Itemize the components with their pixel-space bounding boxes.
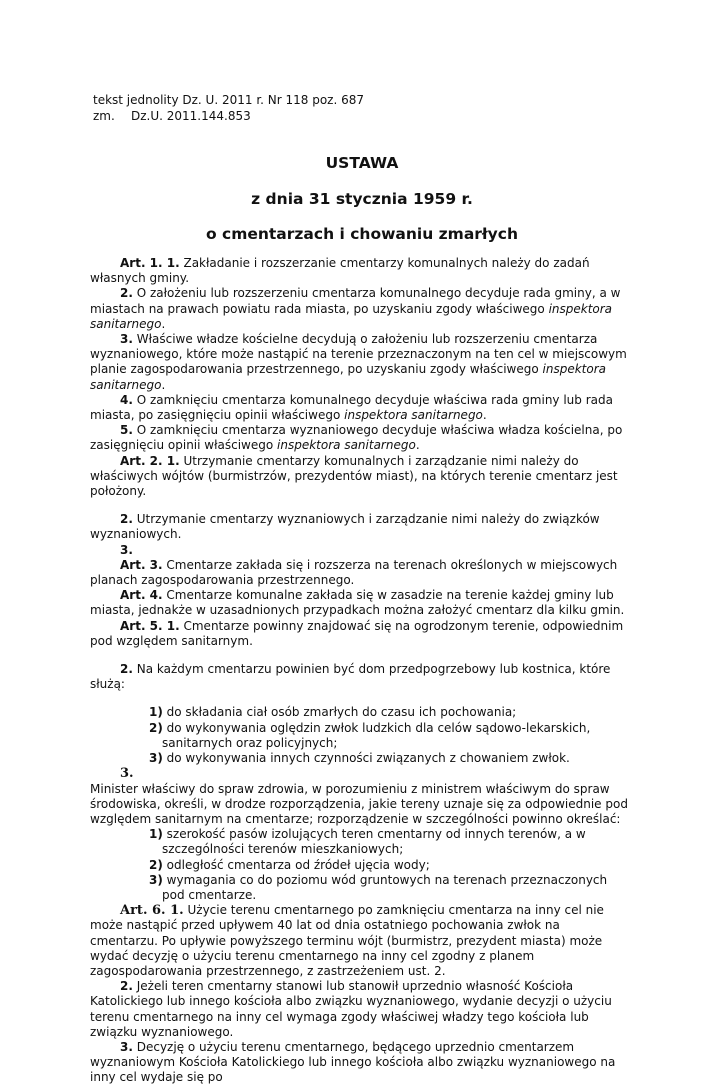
article-number: Art. 2. 1. (120, 453, 180, 468)
paragraph-number: 5. (120, 423, 133, 438)
paragraph-number: 3. (120, 542, 133, 557)
amendment-value: Dz.U. 2011.144.853 (131, 109, 251, 123)
art6-para2: 2. Jeżeli teren cmentarny stanowi lub stanowił uprzednio własność Kościoła Katolickiego lub innego kościoła albo związku wyznaniowego, wydanie decyzji o użyciu terenu cmentarnego na inny cel wymaga zgody właściwej władzy tego kościoła lub związku wyznaniowego. (90, 979, 612, 1039)
art5-para3-number: 3. (120, 766, 134, 782)
paragraph-number: 2. (120, 662, 133, 677)
art5-para3: Minister właściwy do spraw zdrowia, w porozumieniu z ministrem właściwym do spraw środowiska, określi, w drodze rozporządzenia, jakie tereny uznaje się za odpowiednie pod względem sanitarnym na cmentarze; rozporządzenie w szczególności powinno określać: (90, 781, 628, 826)
art1-para5: 5. O zamknięciu cmentarza wyznaniowego decyduje właściwa władza kościelna, po zasięgnięciu opinii właściwego inspektora sanitarnego. (90, 423, 623, 453)
art5-para3-item: 1) szerokość pasów izolujących teren cmentarny od innych terenów, a w szczególności terenów mieszkaniowych; (149, 827, 586, 857)
paragraph-number: 4. (120, 392, 133, 407)
art1-para1: Art. 1. 1. Zakładanie i rozszerzanie cmentarzy komunalnych należy do zadań własnych gminy. (90, 256, 590, 286)
paragraph-number: 2. (120, 286, 133, 301)
amendment-reference (93, 108, 364, 124)
art5-list-item: 3) do wykonywania innych czynności związanych z chowaniem zwłok. (149, 751, 570, 766)
art4-para: Art. 4. Cmentarze komunalne zakłada się w zasadzie na terenie każdej gminy lub miasta, jednakże w uzasadnionych przypadkach można założyć cmentarz dla kilku gmin. (90, 588, 625, 618)
art3-para: Art. 3. Cmentarze zakłada się i rozszerza na terenach określonych w miejscowych planach zagospodarowania przestrzennego. (90, 557, 618, 588)
article-number: Art. 6. 1. (120, 903, 184, 919)
article-number: Art. 4. (120, 588, 163, 603)
art5-list-item: 1) do składania ciał osób zmarłych do czasu ich pochowania; (149, 705, 517, 720)
act-subject-heading: o cmentarzach i chowaniu zmarłych (205, 225, 519, 243)
art1-para2: 2. O założeniu lub rozszerzeniu cmentarza komunalnego decyduje rada gminy, a w miastach na prawach powiatu rada miasta, po uzyskaniu zgody właściwego inspektora sanitarnego. (90, 286, 621, 331)
act-body (90, 256, 630, 1086)
paragraph-number: 3. (120, 1039, 133, 1054)
consolidated-text-reference: tekst jednolity Dz. U. 2011 r. Nr 118 poz. 687 (93, 93, 365, 107)
art5-list-item: 2) do wykonywania oględzin zwłok ludzkich dla celów sądowo-lekarskich, sanitarnych oraz policyjnych; (149, 720, 591, 750)
art6-para1: Art. 6. 1. Użycie terenu cmentarnego po zamknięciu cmentarza na inny cel nie może nastąpić przed upływem 40 lat od dnia ostatniego pochowania zwłok na cmentarzu. Po upływie powyższego terminu wójt (burmistrz, prezydent miasta) może wydać decyzję o użyciu terenu cmentarnego na inny cel zgodny z planem zagospodarowania przestrzennego, z zastrzeżeniem ust. 2. (90, 903, 604, 978)
art6-para3: 3. Decyzję o użyciu terenu cmentarnego, będącego uprzednio cmentarzem wyznaniowym Kościoła Katolickiego lub innego kościoła albo związku wyznaniowego na inny cel wydaje się po (90, 1039, 616, 1085)
art2-para3 (90, 543, 630, 558)
article-number: Art. 5. 1. (120, 618, 180, 633)
article-number: Art. 1. 1. (120, 256, 180, 270)
art5-para3-item: 2) odległość cmentarza od źródeł ujęcia wody; (149, 857, 430, 872)
amendment-label: zm. (93, 109, 115, 123)
art1-para4: 4. O zamknięciu cmentarza komunalnego decyduje właściwa rada gminy lub rada miasta, po zasięgnięciu opinii właściwego inspektora sanitarnego. (90, 392, 613, 423)
paragraph-number: 2. (120, 979, 133, 994)
article-number: Art. 3. (120, 557, 163, 572)
paragraph-number: 2. (120, 512, 133, 527)
art5-para2: 2. Na każdym cmentarzu powinien być dom przedpogrzebowy lub kostnica, które służą: (90, 662, 611, 692)
publication-reference (93, 92, 364, 124)
art1-para3: 3. Właściwe władze kościelne decydują o założeniu lub rozszerzeniu cmentarza wyznaniowego, które może nastąpić na terenie przeznaczonym na ten cel w miejscowym planie zagospodarowania przestrzennego, po uzyskaniu zgody właściwego inspektora sanitarnego. (90, 332, 627, 392)
act-date-heading: z dnia 31 stycznia 1959 r. (251, 190, 473, 208)
art5-para1: Art. 5. 1. Cmentarze powinny znajdować się na ogrodzonym terenie, odpowiednim pod względem sanitarnym. (90, 618, 624, 648)
act-type-heading: USTAWA (325, 154, 399, 172)
art2-para1: Art. 2. 1. Utrzymanie cmentarzy komunalnych i zarządzanie nimi należy do właściwych wójtów (burmistrzów, prezydentów miast), na których terenie cmentarz jest położony. (90, 453, 618, 499)
art2-para2: 2. Utrzymanie cmentarzy wyznaniowych i zarządzanie nimi należy do związków wyznaniowych. (90, 512, 600, 542)
art5-para3-item: 3) wymagania co do poziomu wód gruntowych na terenach przeznaczonych pod cmentarze. (149, 872, 608, 902)
paragraph-number: 3. (120, 332, 133, 347)
